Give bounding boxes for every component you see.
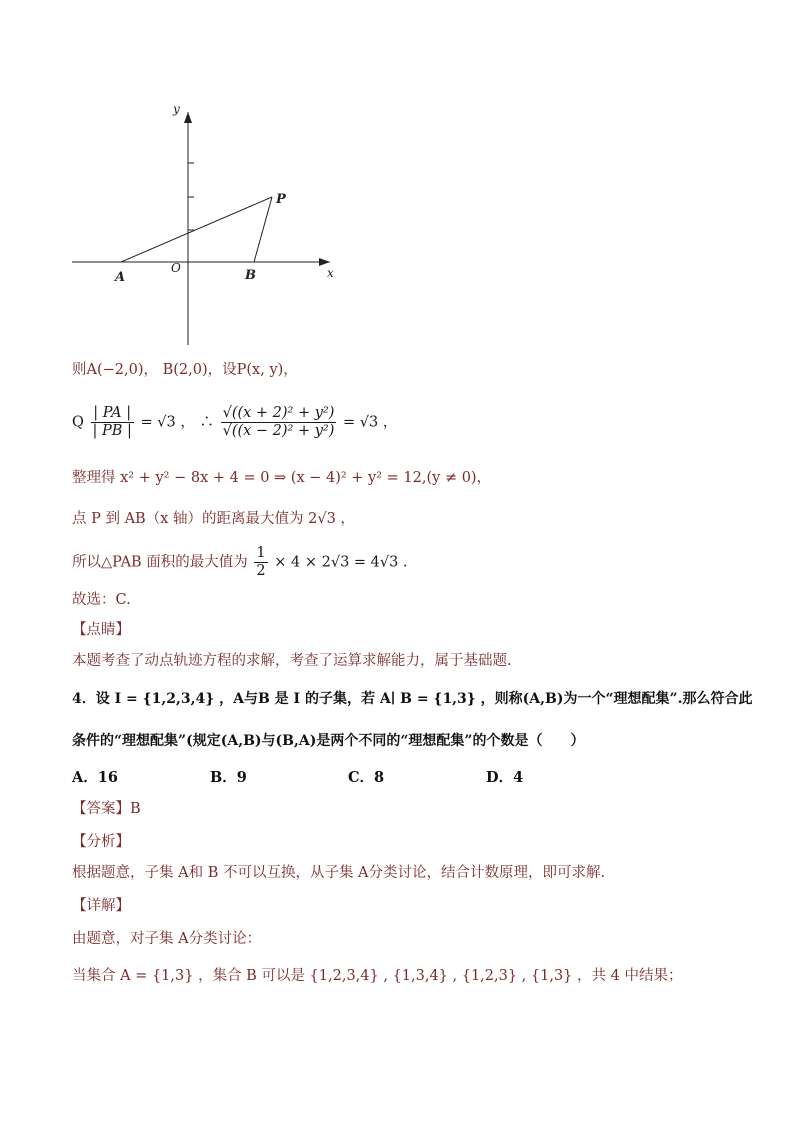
therefore-q: Q (72, 414, 84, 431)
option-c: C．8 (348, 769, 385, 786)
answer-heading: 【答案】B (72, 801, 141, 817)
solution-line-4: 点 P 到 AB（x 轴）的距离最大值为 2√3 ， (72, 511, 355, 527)
options-row (72, 768, 624, 788)
x-axis-label: x (327, 266, 334, 280)
ratio-fraction: $\frac{| PA |}{| PB |}$ (92, 405, 132, 439)
detail-text-2: 当集合 A = {1,3} ，集合 B 可以是 {1,2,3,4} , {1,3,4} , {1,2,3} , {1,3} ，共 4 中结果； (72, 968, 683, 984)
answer-choice-line: 故选：C. (72, 592, 131, 608)
analysis-heading: 【分析】 (72, 834, 130, 850)
analysis-text: 根据题意，子集 A和 B 不可以互换，从子集 A分类讨论，结合计数原理，即可求解. (72, 865, 606, 881)
half-fraction: $\frac{1}{2}$ (256, 545, 266, 579)
dianjing-text: 本题考查了动点轨迹方程的求解，考查了运算求解能力，属于基础题. (72, 653, 512, 669)
detail-text-1: 由题意，对子集 A分类讨论： (72, 931, 262, 947)
distance-fraction: $\frac{\text{√((x + 2)² + y²)}}{\text{√((x − 2)² + y²)}}$ (222, 405, 335, 439)
segment-pb (254, 197, 272, 262)
option-a: A．16 (72, 769, 118, 786)
option-d: D．4 (486, 769, 524, 786)
point-a-label: A (115, 270, 126, 285)
solution-line-1: 则A(−2,0)， B(2,0)，设P(x, y)， (72, 362, 298, 378)
solution-line-5: 所以△PAB 面积的最大值为 $\frac{1}{2}$ × 4 × 2√3 = 4√3 . (72, 545, 408, 579)
x-axis-arrow-icon (319, 258, 330, 266)
point-p-label: P (276, 192, 286, 207)
solution-line-2: Q $\frac{| PA |}{| PB |}$ = √3 ， ∴ $\frac{\text{√((x + 2)² + y²)}}{\text{√((x − 2)² + y²)}}$ = √3 ， (72, 405, 398, 439)
y-axis-arrow-icon (184, 112, 192, 123)
solution-line-3: 整理得 x² + y² − 8x + 4 = 0 ⇒ (x − 4)² + y² = 12,(y ≠ 0)， (72, 470, 492, 486)
point-b-label: B (245, 268, 256, 283)
detail-heading: 【详解】 (72, 898, 130, 914)
y-axis-label: y (173, 102, 180, 116)
option-b: B．9 (210, 769, 247, 786)
origin-label: O (171, 261, 181, 275)
coordinate-figure (0, 0, 794, 360)
question-4-line-1: 4．设 I = {1,2,3,4} ，A与B 是 I 的子集，若 A∣ B = {1,3} ，则称(A,B)为一个“理想配集”.那么符合此 (72, 691, 753, 707)
dianjing-heading: 【点睛】 (72, 622, 130, 638)
segment-pa (121, 197, 272, 262)
question-4-line-2: 条件的“理想配集”(规定(A,B)与(B,A)是两个不同的“理想配集”的个数是（ ） (72, 733, 585, 749)
